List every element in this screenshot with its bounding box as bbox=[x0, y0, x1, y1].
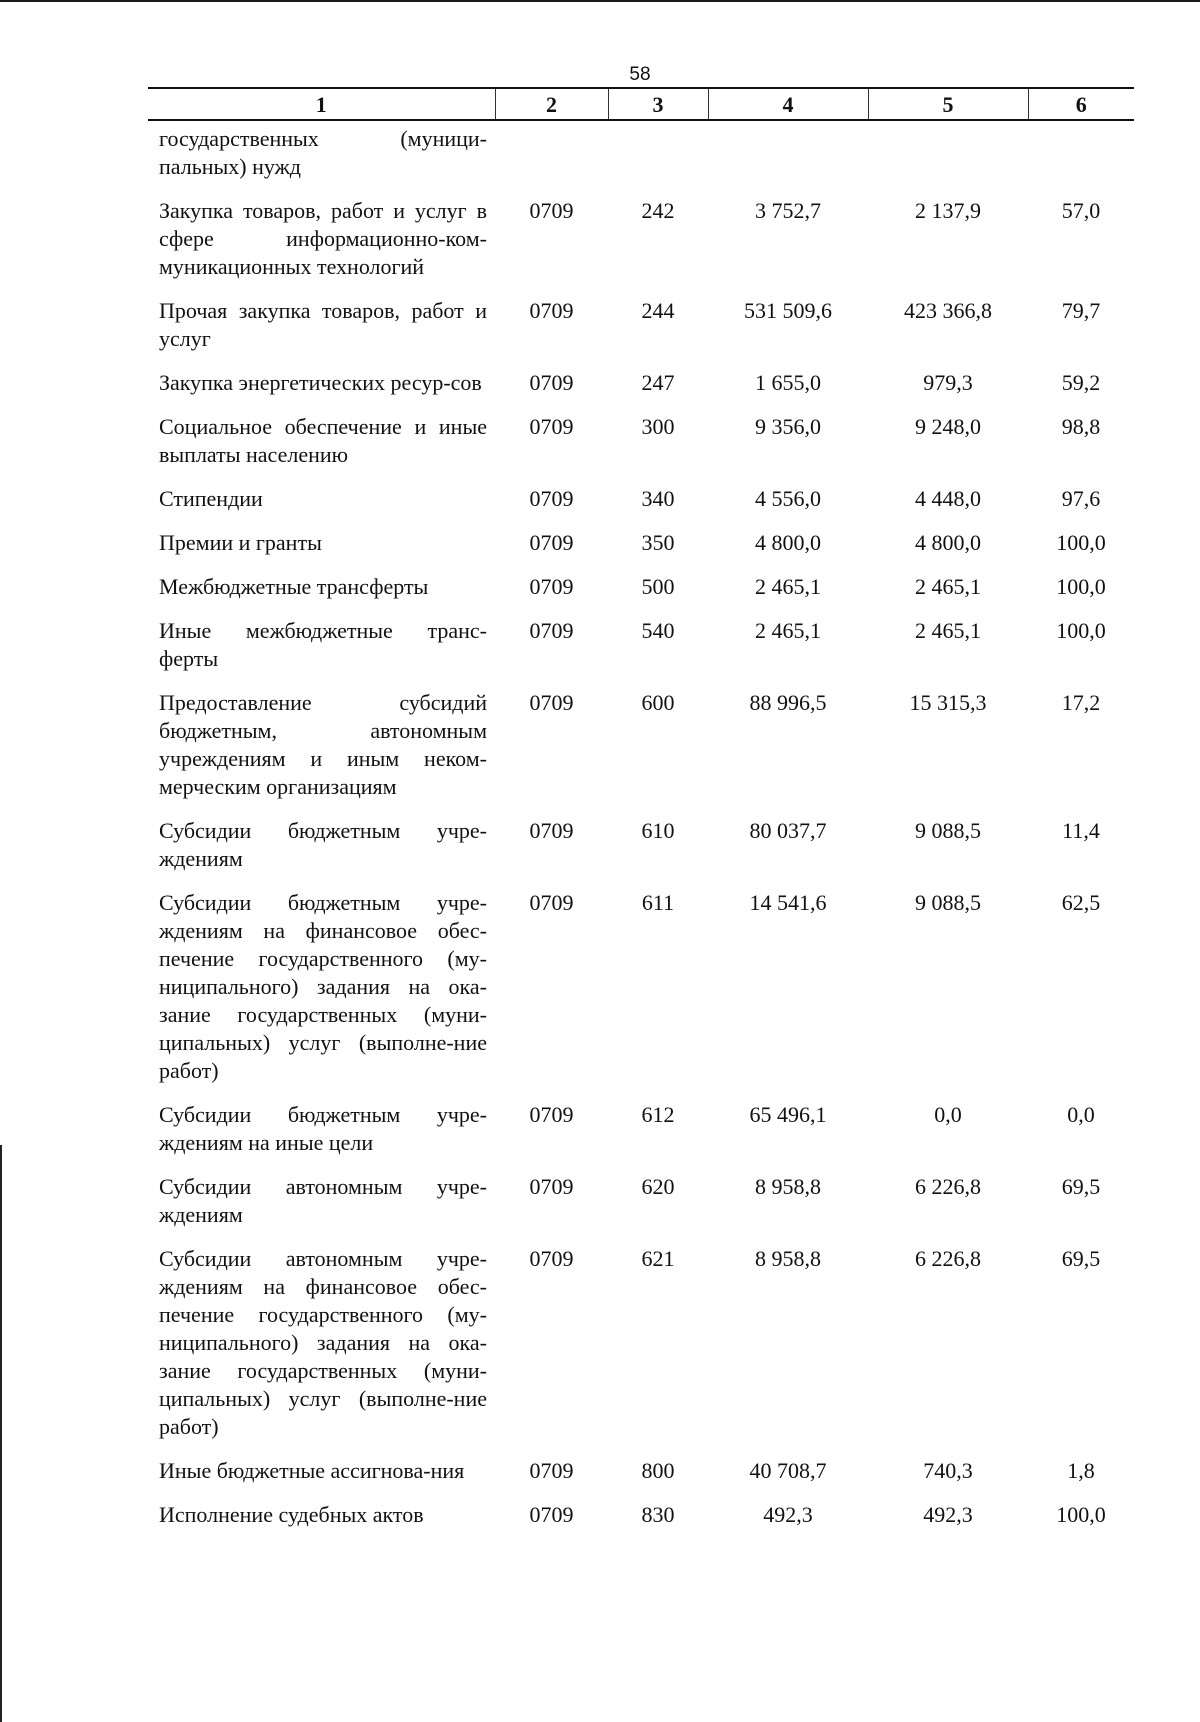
executed-amount-cell: 979,3 bbox=[923, 370, 973, 395]
row-name-cell: Закупка энергетических ресур-сов bbox=[159, 370, 482, 395]
section-code-cell: 0709 bbox=[529, 818, 574, 843]
planned-amount-cell: 9 356,0 bbox=[755, 414, 821, 439]
table-row bbox=[148, 297, 1134, 369]
table-row bbox=[148, 413, 1134, 485]
row-name-cell: Иные межбюджетные транс-ферты bbox=[159, 618, 487, 671]
percent-cell: 97,6 bbox=[1061, 486, 1101, 511]
percent-cell: 100,0 bbox=[1056, 530, 1106, 555]
expense-type-cell bbox=[608, 120, 708, 197]
executed-amount-cell: 0,0 bbox=[934, 1102, 962, 1127]
row-name-cell: Субсидии бюджетным учре-ждениям на иные цели bbox=[159, 1102, 487, 1155]
planned-amount-cell: 3 752,7 bbox=[755, 198, 821, 223]
percent-cell: 79,7 bbox=[1061, 298, 1101, 323]
expense-type-cell: 340 bbox=[641, 486, 675, 511]
executed-amount-cell: 492,3 bbox=[923, 1502, 973, 1527]
expense-type-cell: 612 bbox=[641, 1102, 675, 1127]
planned-amount-cell: 2 465,1 bbox=[755, 618, 821, 643]
expense-type-cell: 620 bbox=[641, 1174, 675, 1199]
planned-amount-cell: 2 465,1 bbox=[755, 574, 821, 599]
row-name-cell: Прочая закупка товаров, работ и услуг bbox=[159, 298, 487, 351]
table-row bbox=[148, 1501, 1134, 1545]
planned-amount-cell: 14 541,6 bbox=[749, 890, 827, 915]
planned-amount-cell: 8 958,8 bbox=[755, 1246, 821, 1271]
percent-cell: 100,0 bbox=[1056, 574, 1106, 599]
expense-type-cell: 300 bbox=[641, 414, 675, 439]
percent-cell: 69,5 bbox=[1061, 1174, 1101, 1199]
section-code-cell: 0709 bbox=[529, 486, 574, 511]
scan-edge-top bbox=[0, 0, 1200, 2]
percent-cell: 62,5 bbox=[1061, 890, 1101, 915]
budget-table-container bbox=[148, 87, 1134, 1545]
planned-amount-cell: 4 800,0 bbox=[755, 530, 821, 555]
section-code-cell: 0709 bbox=[529, 530, 574, 555]
section-code-cell: 0709 bbox=[529, 890, 574, 915]
executed-amount-cell: 423 366,8 bbox=[904, 298, 992, 323]
percent-cell: 1,8 bbox=[1067, 1458, 1095, 1483]
expense-type-cell: 830 bbox=[641, 1502, 675, 1527]
section-code-cell: 0709 bbox=[529, 1246, 574, 1271]
percent-cell: 17,2 bbox=[1061, 690, 1101, 715]
executed-amount-cell bbox=[868, 120, 1028, 197]
planned-amount-cell bbox=[708, 120, 868, 197]
planned-amount-cell: 8 958,8 bbox=[755, 1174, 821, 1199]
planned-amount-cell: 80 037,7 bbox=[749, 818, 827, 843]
expense-type-cell: 800 bbox=[641, 1458, 675, 1483]
expense-type-cell: 350 bbox=[641, 530, 675, 555]
row-name-cell: Предоставление субсидий бюджетным, автономным учреждениям и иным неком-мерческим организациям bbox=[159, 690, 487, 799]
section-code-cell: 0709 bbox=[529, 618, 574, 643]
expense-type-cell: 540 bbox=[641, 618, 675, 643]
section-code-cell: 0709 bbox=[529, 690, 574, 715]
executed-amount-cell: 2 465,1 bbox=[915, 618, 981, 643]
column-header-5: 5 bbox=[868, 88, 1028, 120]
section-code-cell: 0709 bbox=[529, 1502, 574, 1527]
executed-amount-cell: 4 800,0 bbox=[915, 530, 981, 555]
executed-amount-cell: 9 088,5 bbox=[915, 818, 981, 843]
expense-type-cell: 500 bbox=[641, 574, 675, 599]
executed-amount-cell: 6 226,8 bbox=[915, 1174, 981, 1199]
section-code-cell: 0709 bbox=[529, 198, 574, 223]
header-row bbox=[148, 88, 1134, 120]
planned-amount-cell: 1 655,0 bbox=[755, 370, 821, 395]
percent-cell: 98,8 bbox=[1061, 414, 1101, 439]
executed-amount-cell: 740,3 bbox=[923, 1458, 973, 1483]
expense-type-cell: 610 bbox=[641, 818, 675, 843]
table-row bbox=[148, 197, 1134, 297]
row-name-cell: Субсидии бюджетным учре-ждениям bbox=[159, 818, 487, 871]
table-row bbox=[148, 120, 1134, 197]
row-name-cell: Премии и гранты bbox=[159, 530, 322, 555]
percent-cell: 11,4 bbox=[1062, 818, 1100, 843]
budget-table bbox=[148, 87, 1134, 1545]
executed-amount-cell: 6 226,8 bbox=[915, 1246, 981, 1271]
table-row bbox=[148, 1173, 1134, 1245]
section-code-cell bbox=[495, 120, 608, 197]
executed-amount-cell: 2 465,1 bbox=[915, 574, 981, 599]
section-code-cell: 0709 bbox=[529, 370, 574, 395]
percent-cell: 57,0 bbox=[1061, 198, 1101, 223]
table-row bbox=[148, 817, 1134, 889]
row-name-cell: Социальное обеспечение и иные выплаты населению bbox=[159, 414, 487, 467]
column-header-1: 1 bbox=[148, 88, 495, 120]
row-name-cell: государственных (муници-пальных) нужд bbox=[159, 126, 487, 179]
planned-amount-cell: 492,3 bbox=[763, 1502, 813, 1527]
section-code-cell: 0709 bbox=[529, 574, 574, 599]
table-row bbox=[148, 369, 1134, 413]
column-header-4: 4 bbox=[708, 88, 868, 120]
executed-amount-cell: 2 137,9 bbox=[915, 198, 981, 223]
table-row bbox=[148, 485, 1134, 529]
row-name-cell: Субсидии автономным учре-ждениям bbox=[159, 1174, 487, 1227]
planned-amount-cell: 4 556,0 bbox=[755, 486, 821, 511]
table-row bbox=[148, 1457, 1134, 1501]
executed-amount-cell: 4 448,0 bbox=[915, 486, 981, 511]
column-header-3: 3 bbox=[608, 88, 708, 120]
row-name-cell: Межбюджетные трансферты bbox=[159, 574, 429, 599]
table-row bbox=[148, 573, 1134, 617]
planned-amount-cell: 88 996,5 bbox=[749, 690, 827, 715]
expense-type-cell: 600 bbox=[641, 690, 675, 715]
percent-cell: 100,0 bbox=[1056, 618, 1106, 643]
table-row bbox=[148, 689, 1134, 817]
executed-amount-cell: 15 315,3 bbox=[909, 690, 987, 715]
table-row bbox=[148, 617, 1134, 689]
section-code-cell: 0709 bbox=[529, 1174, 574, 1199]
percent-cell bbox=[1028, 120, 1134, 197]
percent-cell: 69,5 bbox=[1061, 1246, 1101, 1271]
row-name-cell: Субсидии автономным учре-ждениям на финансовое обес-печение государственного (му-ниципального) задания на ока-зание государственных (муни-ципальных) услуг (выполне-ние работ) bbox=[159, 1246, 487, 1439]
table-row bbox=[148, 529, 1134, 573]
section-code-cell: 0709 bbox=[529, 1102, 574, 1127]
expense-type-cell: 611 bbox=[641, 890, 675, 915]
scan-edge-left bbox=[0, 1145, 2, 1722]
column-header-6: 6 bbox=[1028, 88, 1134, 120]
expense-type-cell: 242 bbox=[641, 198, 675, 223]
row-name-cell: Субсидии бюджетным учре-ждениям на финансовое обес-печение государственного (му-ниципального) задания на ока-зание государственных (муни-ципальных) услуг (выполне-ние работ) bbox=[159, 890, 487, 1083]
expense-type-cell: 247 bbox=[641, 370, 675, 395]
table-row bbox=[148, 889, 1134, 1101]
table-row bbox=[148, 1101, 1134, 1173]
table-body bbox=[148, 120, 1134, 1545]
section-code-cell: 0709 bbox=[529, 298, 574, 323]
expense-type-cell: 244 bbox=[641, 298, 675, 323]
planned-amount-cell: 40 708,7 bbox=[749, 1458, 827, 1483]
column-header-2: 2 bbox=[495, 88, 608, 120]
planned-amount-cell: 65 496,1 bbox=[749, 1102, 827, 1127]
executed-amount-cell: 9 248,0 bbox=[915, 414, 981, 439]
row-name-cell: Исполнение судебных актов bbox=[159, 1502, 424, 1527]
table-header bbox=[148, 88, 1134, 120]
executed-amount-cell: 9 088,5 bbox=[915, 890, 981, 915]
section-code-cell: 0709 bbox=[529, 1458, 574, 1483]
page-number: 58 bbox=[629, 64, 651, 85]
percent-cell: 0,0 bbox=[1067, 1102, 1095, 1127]
planned-amount-cell: 531 509,6 bbox=[744, 298, 832, 323]
row-name-cell: Стипендии bbox=[159, 486, 263, 511]
section-code-cell: 0709 bbox=[529, 414, 574, 439]
expense-type-cell: 621 bbox=[641, 1246, 675, 1271]
table-row bbox=[148, 1245, 1134, 1457]
percent-cell: 59,2 bbox=[1061, 370, 1101, 395]
percent-cell: 100,0 bbox=[1056, 1502, 1106, 1527]
row-name-cell: Иные бюджетные ассигнова-ния bbox=[159, 1458, 465, 1483]
row-name-cell: Закупка товаров, работ и услуг в сфере информационно-ком-муникационных технологий bbox=[159, 198, 487, 279]
